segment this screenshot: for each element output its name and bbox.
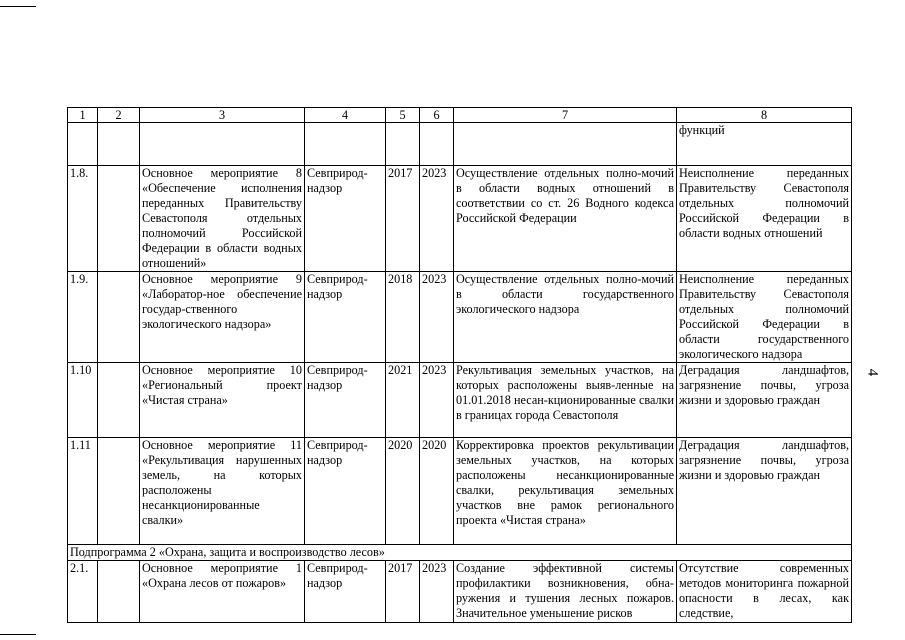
consequence: Неисполнение переданных Правительству Севастополя отдельных полномочий Российской Федерации в области государственного экологического надзора xyxy=(677,272,852,363)
header-cell: 2 xyxy=(98,108,140,123)
table-row xyxy=(68,272,852,363)
table-row xyxy=(68,438,852,545)
column-number-header xyxy=(68,108,852,123)
executor: Севприрод-надзор xyxy=(305,561,386,623)
continuation-row xyxy=(68,123,852,166)
expected-result: Рекультивация земельных участков, на которых расположены выяв-ленные на 01.01.2018 несан-кционированные свалки в границах города Севастополя xyxy=(454,363,677,438)
header-cell: 4 xyxy=(305,108,386,123)
measures-table xyxy=(67,107,852,623)
measure-title: Основное мероприятие 10 «Региональный проект «Чистая страна» xyxy=(140,363,305,438)
row-number: 1.8. xyxy=(68,166,98,272)
page-number: 4 xyxy=(864,368,881,377)
measure-title: Основное мероприятие 1 «Охрана лесов от пожаров» xyxy=(140,561,305,623)
expected-result: Осуществление отдельных полно-мочий в области государственного экологического надзора xyxy=(454,272,677,363)
consequence: Деградация ландшафтов, загрязнение почвы, угроза жизни и здоровью граждан xyxy=(677,438,852,545)
measure-title: Основное мероприятие 9 «Лаборатор-ное обеспечение государ-ственного экологического надзора» xyxy=(140,272,305,363)
corner-mark-bottom xyxy=(0,634,36,635)
start-year: 2017 xyxy=(386,561,420,623)
row-number: 2.1. xyxy=(68,561,98,623)
start-year: 2021 xyxy=(386,363,420,438)
header-cell: 3 xyxy=(140,108,305,123)
consequence: Деградация ландшафтов, загрязнение почвы, угроза жизни и здоровью граждан xyxy=(677,363,852,438)
end-year: 2023 xyxy=(420,166,454,272)
executor: Севприрод-надзор xyxy=(305,272,386,363)
end-year: 2023 xyxy=(420,363,454,438)
start-year: 2018 xyxy=(386,272,420,363)
expected-result: Корректировка проектов рекультивации земельных участков, на которых расположены несанкционированные свалки, рекультивация земельных участков вне рамок регионального проекта «Чистая страна» xyxy=(454,438,677,545)
consequence: Отсутствие современных методов мониторинга пожарной опасности в лесах, как следствие, xyxy=(677,561,852,623)
executor: Севприрод-надзор xyxy=(305,166,386,272)
row-number: 1.10 xyxy=(68,363,98,438)
continuation-text: функций xyxy=(677,123,852,166)
table-row xyxy=(68,561,852,623)
corner-mark-top xyxy=(0,6,36,7)
executor: Севприрод-надзор xyxy=(305,363,386,438)
header-cell: 5 xyxy=(386,108,420,123)
start-year: 2020 xyxy=(386,438,420,545)
table-row xyxy=(68,166,852,272)
end-year: 2023 xyxy=(420,561,454,623)
executor: Севприрод-надзор xyxy=(305,438,386,545)
header-cell: 6 xyxy=(420,108,454,123)
expected-result: Создание эффективной системы профилактики возникновения, обна-ружения и тушения лесных пожаров. Значительное уменьшение рисков xyxy=(454,561,677,623)
end-year: 2020 xyxy=(420,438,454,545)
start-year: 2017 xyxy=(386,166,420,272)
consequence: Неисполнение переданных Правительству Севастополя отдельных полномочий Российской Федерации в области водных отношений xyxy=(677,166,852,272)
subprogram-title: Подпрограмма 2 «Охрана, защита и воспроизводство лесов» xyxy=(68,545,852,561)
header-cell: 1 xyxy=(68,108,98,123)
measure-title: Основное мероприятие 11 «Рекультивация нарушенных земель, на которых расположены несанкционированные свалки» xyxy=(140,438,305,545)
row-number: 1.9. xyxy=(68,272,98,363)
subprogram-row xyxy=(68,545,852,561)
row-number: 1.11 xyxy=(68,438,98,545)
end-year: 2023 xyxy=(420,272,454,363)
header-cell: 8 xyxy=(677,108,852,123)
measure-title: Основное мероприятие 8 «Обеспечение исполнения переданных Правительству Севастополя отдельных полномочий Российской Федерации в области водных отношений» xyxy=(140,166,305,272)
table-row xyxy=(68,363,852,438)
header-cell: 7 xyxy=(454,108,677,123)
expected-result: Осуществление отдельных полно-мочий в области водных отношений в соответствии со ст. 26 Водного кодекса Российской Федерации xyxy=(454,166,677,272)
